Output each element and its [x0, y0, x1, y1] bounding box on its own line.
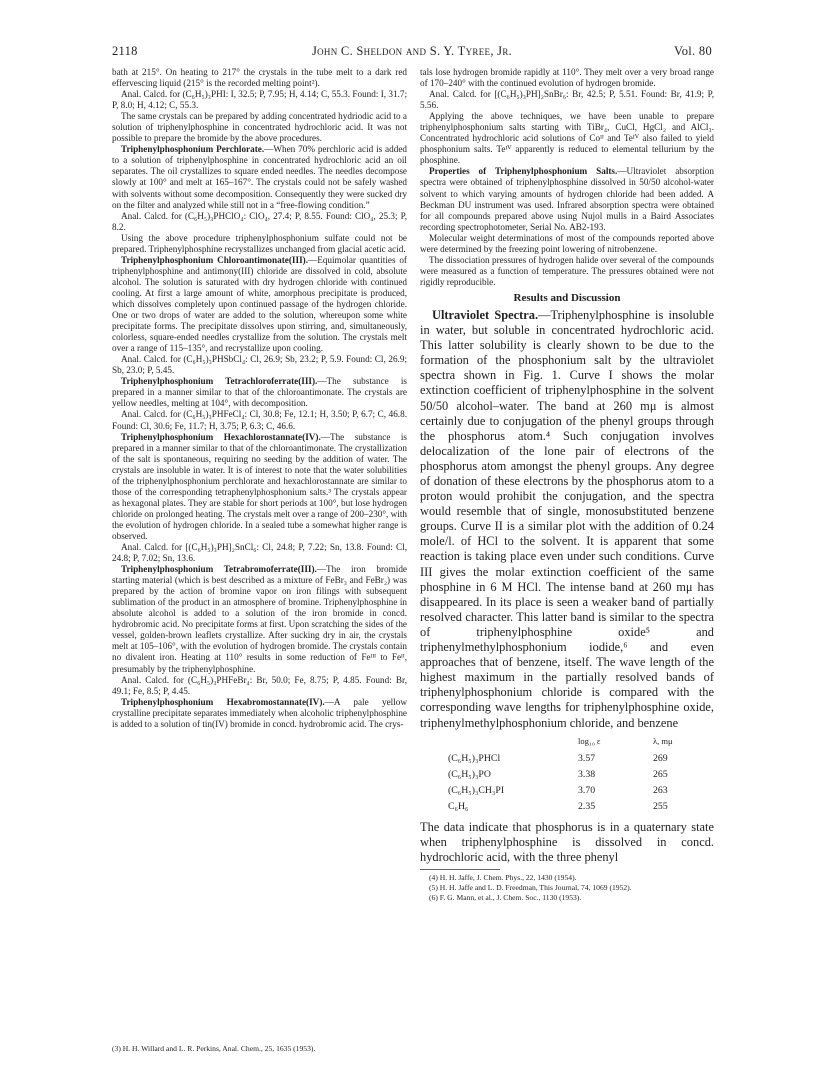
paragraph-text: —A pale yellow crystalline precipitate separates immediately when alcoholic triphenylphosphine is added to a solution of tin(IV) bromide in concd. hydrobromic acid. The crys-	[112, 696, 407, 729]
uv-data-table	[448, 734, 693, 815]
footnote-divider	[420, 869, 500, 870]
paragraph-text: —Triphenylphosphine is insoluble in water, but soluble in concentrated hydrochloric acid. This latter solubility is clearly shown to be due to the formation of the phosphonium salt by the ultraviolet spectra shown in Fig. 1. Curve I shows the molar extinction coefficient of triphenylphosphine in the solvent 50/50 alcohol–water. The band at 260 mμ is almost certainly due to conjugation of the phenyl groups through the phosphorus atom.⁴ Such conjugation involves delocalization of the lone pair of electrons of the phosphorus atom amongst the phenyl groups. Any degree of donation of these electrons by the phosphorus atom to a proton would prohibit the conjugation, and the spectra would resemble that of single, monosubstituted benzene groups. Curve II is a similar plot with the addition of 0.24 mole/l. of HCl to the solvent. It is apparent that some reaction is taking place even under such conditions. Curve III gives the molar extinction coefficient of the same phosphine in 6 M HCl. The intense band at 260 mμ has disappeared. In its place is seen a weaker band of partially resolved character. This latter band is similar to the spectra of triphenylphosphine oxide⁵ and triphenylmethylphosphonium iodide,⁶ and even approaches that of benzene, itself. The wave length of the highest maximum in the partially resolved bands of triphenylphosphonium chloride is compared with the corresponding wave lengths for triphenylphosphine oxide, triphenylmethylphosphonium chloride, and benzene	[420, 307, 714, 730]
run-in-heading: Ultraviolet Spectra.	[432, 307, 539, 322]
section-heading: Results and Discussion	[513, 291, 621, 304]
table-header-cell	[448, 734, 578, 751]
table-cell: 3.57	[578, 752, 596, 764]
paragraph: tals lose hydrogen bromide rapidly at 110°. They melt over a very broad range of 170–240° with the continued evolution of hydrogen bromide.	[420, 67, 714, 89]
run-in-heading: Triphenylphosphonium Hexachlorostannate(IV).	[121, 431, 321, 442]
volume-label: Vol. 80	[674, 44, 712, 58]
table-row	[448, 767, 693, 783]
paragraph-text: —When 70% perchloric acid is added to a solution of triphenylphosphine in concentrated hydrochloric acid an oil separates. The oil crystallizes to square ended needles. The needles decompose slowly at 100° and melt at 165–167°. The crystals could not be safely washed with solvents without some decomposition. Consequently they were sucked dry on the filter and analyzed while still not in a “free-flowing condition.”	[112, 144, 407, 210]
run-in-heading: Triphenylphosphonium Perchlorate.	[121, 144, 265, 155]
paragraph: The data indicate that phosphorus is in a quaternary state when triphenylphosphine is dissolved in concd. hydrochloric acid, with the three phenyl	[420, 820, 714, 865]
table-cell: (C₆H₅)₃PO	[448, 768, 491, 780]
table-row	[448, 751, 693, 767]
table-cell: 269	[653, 752, 668, 764]
table-header-cell: log₁₀ ε	[578, 735, 601, 746]
table-cell: (C₆H₅)₃PHCl	[448, 752, 501, 764]
footnote-6: (6) F. G. Mann, et al., J. Chem. Soc., 1130 (1953).	[429, 892, 582, 902]
table-row	[448, 799, 693, 815]
run-in-heading: Triphenylphosphonium Tetrachloroferrate(III).	[121, 376, 318, 387]
analysis-paragraph: Anal. Calcd. for (C₆H₅)₃PHClO₄: ClO₄, 27.4; P, 8.55. Found: ClO₄, 25.3; P, 8.2.	[112, 210, 407, 232]
right-column	[420, 67, 714, 902]
running-header	[112, 44, 712, 60]
analysis-paragraph: Anal. Calcd. for [(C₆H₅)₃PH]₂SnCl₆: Cl, 24.8; P, 7.22; Sn, 13.8. Found: Cl, 24.8; P, 7.02; Sn, 13.6.	[112, 542, 407, 564]
analysis-paragraph: Anal. Calcd. for (C₆H₅)₃PHI: I, 32.5; P, 7.95; H, 4.14; C, 55.3. Found: I, 31.7; P, 8.0; H, 4.12; C, 55.3.	[112, 89, 407, 111]
paragraph-text: —Ultraviolet absorption spectra were obtained of triphenylphosphine dissolved in 50/50 alcohol-water solvent to which varying amounts of hydrogen chloride had been added. A Beckman DU instrument was used. Infrared absorption spectra were obtained for all compounds prepared above using Nujol mulls in a Baird Associates recording spectrophotometer, Serial No. AB2-193.	[420, 166, 714, 232]
paragraph: The same crystals can be prepared by adding concentrated hydriodic acid to a solution of triphenylphosphine in concentrated hydrochloric acid. It was not possible to prepare the bromide by the above procedures.	[112, 111, 407, 144]
paragraph	[112, 376, 407, 409]
paragraph-text: —The iron bromide starting material (which is best described as a mixture of FeBr₃ and FeBr₂) was prepared by the action of bromine vapor on iron filings with subsequent sublimation of the product in an atmosphere of bromine. Triphenylphosphine in absolute alcohol is added to a solution of the iron bromide in concd. hydrobromic acid. No precipitate forms at first. Upon scratching the sides of the vessel, golden-brown leaflets crystallize. After sucking dry in air, the crystals melt at 105–106°, with the evolution of hydrogen bromide. The crystals contain no divalent iron. Heating at 110° results in some reduction of Feᴵᴵᴵ to Feᴵᴵ, presumably by the triphenylphosphine.	[112, 564, 407, 674]
table-cell: 265	[653, 768, 668, 780]
results-body	[420, 308, 714, 865]
paragraph: Molecular weight determinations of most of the compounds reported above were determined by the freezing point lowering of nitrobenzene.	[420, 232, 714, 254]
paragraph	[112, 697, 407, 730]
paragraph-text: —Equimolar quantities of triphenylphosphine and antimony(III) chloride are dissolved in cold, absolute alcohol. The solution is saturated with dry hydrogen chloride with continued cooling. At first a large amount of white, amorphous precipitate is produced, which dissolves completely upon continued passage of the hydrogen chloride. One or two drops of water are added to the solution, whereupon some white precipitate forms. The precipitate dissolves upon stirring, and, simultaneously, colorless, square-ended needles crystallize from the solution. The crystals melt over a range of 115–135°, and recrystallize upon cooling.	[112, 254, 407, 354]
paragraph: Applying the above techniques, we have been unable to prepare triphenylphosphonium salts starting with TiBr₄, CuCl, HgCl₂ and AlCl₃. Concentrated hydrochloric acid solutions of Coᴵᴵ and Teᴵⱽ also failed to yield phosphonium salts. Teᴵⱽ apparently is reduced to elemental tellurium by the phosphine.	[420, 111, 714, 166]
page-number: 2118	[112, 44, 138, 58]
analysis-paragraph: Anal. Calcd. for (C₆H₅)₃PHFeCl₄: Cl, 30.8; Fe, 12.1; H, 3.50; P, 6.7; C, 46.8. Found: Cl, 30.6; Fe, 11.7; H, 3.75; P, 6.3; C, 46.6.	[112, 409, 407, 431]
paragraph-text: —The substance is prepared in a manner similar to that of the chloroantimonate. The crystallization of the salt is spontaneous, requiring no seeding by the addition of water. The crystals are insoluble in water. It is of interest to note that the water solubilities of the triphenylphosphonium perchlorate and hexachlorostannate are similar to those of the corresponding tetraphenylphosphonium salts.³ The crystals appear as hexagonal plates. They are stable for short periods at 100°, but lose hydrogen chloride on prolonged heating. The crystals melt over a range of 200–230°, with the evolution of hydrogen chloride. In a sealed tube a somewhat higher range is observed.	[112, 431, 407, 541]
paragraph	[420, 308, 714, 731]
table-header-row	[448, 734, 693, 751]
run-in-heading: Properties of Triphenylphosphonium Salts.	[429, 166, 618, 177]
paragraph-text: —The substance is prepared in a manner similar to that of the chloroantimonate. The crystals are yellow needles, melting at 104°, with decomposition.	[112, 376, 407, 409]
table-cell: 3.38	[578, 768, 596, 780]
paragraph: Using the above procedure triphenylphosphonium sulfate could not be prepared. Triphenylphosphine recrystallizes unchanged from glacial acetic acid.	[112, 232, 407, 254]
table-header-cell: λ, mμ	[653, 735, 673, 746]
analysis-paragraph: Anal. Calcd. for (C₆H₅)₃PHSbCl₄: Cl, 26.9; Sb, 23.2; P, 5.9. Found: Cl, 26.9; Sb, 23.0; P, 5.45.	[112, 354, 407, 376]
table-cell: 263	[653, 784, 668, 796]
paragraph	[112, 432, 407, 542]
table-cell: C₆H₆	[448, 800, 469, 812]
run-in-heading: Triphenylphosphonium Chloroantimonate(III).	[121, 254, 309, 265]
paragraph	[112, 564, 407, 674]
paragraph	[112, 255, 407, 354]
table-cell: 3.70	[578, 784, 596, 796]
left-column	[112, 67, 407, 730]
table-cell: (C₆H₅)₃CH₃PI	[448, 784, 505, 796]
footnote-3: (3) H. H. Willard and L. R. Perkins, Anal. Chem., 25, 1635 (1953).	[112, 1044, 316, 1053]
analysis-paragraph: Anal. Calcd. for (C₆H₅)₃PHFeBr₄: Br, 50.0; Fe, 8.75; P, 4.85. Found: Br, 49.1; Fe, 8.5; P, 4.45.	[112, 674, 407, 696]
paragraph	[420, 166, 714, 232]
table-cell: 2.35	[578, 800, 596, 812]
footnote-5: (5) H. H. Jaffe and L. D. Freedman, This Journal, 74, 1069 (1952).	[429, 882, 632, 892]
running-authors: John C. Sheldon and S. Y. Tyree, Jr.	[311, 44, 513, 58]
table-cell: 255	[653, 800, 668, 812]
paragraph: bath at 215°. On heating to 217° the crystals in the tube melt to a dark red effervescing liquid (215° is the recorded melting point²).	[112, 67, 407, 89]
analysis-paragraph: Anal. Calcd. for [(C₆H₅)₃PH]₂SnBr₆: Br, 42.5; P, 5.51. Found: Br, 41.9; P, 5.56.	[420, 89, 714, 111]
paragraph: The dissociation pressures of hydrogen halide over several of the compounds were measured as a function of temperature. The pressures obtained were not rigidly reproducible.	[420, 254, 714, 287]
footnote-4: (4) H. H. Jaffe, J. Chem. Phys., 22, 1430 (1954).	[429, 873, 577, 883]
run-in-heading: Triphenylphosphonium Tetrabromoferrate(III).	[121, 564, 317, 575]
run-in-heading: Triphenylphosphonium Hexabromostannate(IV).	[121, 696, 325, 707]
paragraph	[112, 144, 407, 210]
table-row	[448, 783, 693, 799]
